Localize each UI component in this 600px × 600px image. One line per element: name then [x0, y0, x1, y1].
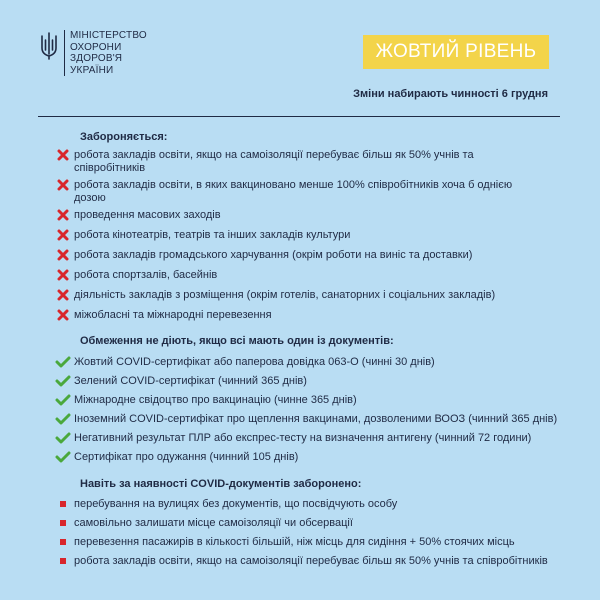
item-text: Зелений COVID-сертифікат (чинний 365 днів) — [74, 375, 307, 387]
list-item — [54, 498, 564, 517]
list-item — [54, 229, 544, 249]
list-item — [54, 179, 544, 209]
prohibited-title: Забороняється: — [80, 131, 168, 143]
list-item — [54, 394, 564, 413]
prohibited-list — [54, 149, 544, 329]
ministry-logo — [40, 30, 147, 76]
red-square-bullet-icon — [54, 555, 72, 564]
item-text: Іноземний COVID-сертифікат про щеплення вакцинами, дозволеними ВООЗ (чинний 365 днів) — [74, 413, 558, 425]
checkmark-icon — [54, 413, 72, 425]
exemptions-title: Обмеження не діють, якщо всі мають один із документів: — [80, 335, 394, 347]
checkmark-icon — [54, 375, 72, 387]
exemptions-list — [54, 356, 564, 470]
item-text: самовільно залишати місце самоізоляції чи обсервації — [74, 517, 353, 529]
item-text: проведення масових заходів — [74, 209, 221, 221]
cross-icon — [54, 249, 72, 261]
cross-icon — [54, 289, 72, 301]
list-item — [54, 356, 564, 375]
item-text: Негативний результат ПЛР або експрес-тесту на визначення антигену (чинний 72 години) — [74, 432, 532, 444]
list-item — [54, 432, 564, 451]
item-text: перебування на вулицях без документів, що посвідчують особу — [74, 498, 398, 510]
item-text: перевезення пасажирів в кількості більшій, ніж місць для сидіння + 50% стоячих місць — [74, 536, 515, 548]
list-item — [54, 249, 544, 269]
list-item — [54, 289, 544, 309]
level-badge: ЖОВТИЙ РІВЕНЬ — [363, 35, 549, 69]
item-text: робота спортзалів, басейнів — [74, 269, 218, 281]
list-item — [54, 309, 544, 329]
list-item — [54, 269, 544, 289]
list-item — [54, 517, 564, 536]
always-prohibited-list — [54, 498, 564, 574]
item-text: міжобласні та міжнародні перевезення — [74, 309, 272, 321]
always-prohibited-title: Навіть за наявності COVID-документів заборонено: — [80, 478, 362, 490]
item-text: робота закладів освіти, якщо на самоізоляції перебуває більш як 50% учнів та співробітників — [74, 555, 548, 567]
item-text: робота закладів освіти, якщо на самоізоляції перебуває більш як 50% учнів та співробітників — [74, 149, 474, 174]
cross-icon — [54, 269, 72, 281]
red-square-bullet-icon — [54, 536, 72, 545]
item-text: Жовтий COVID-сертифікат або паперова довідка 063-О (чинні 30 днів) — [74, 356, 435, 368]
cross-icon — [54, 179, 72, 191]
red-square-bullet-icon — [54, 498, 72, 507]
red-square-bullet-icon — [54, 517, 72, 526]
effective-date: Зміни набирають чинності 6 грудня — [353, 88, 548, 100]
checkmark-icon — [54, 451, 72, 463]
cross-icon — [54, 309, 72, 321]
trident-icon — [40, 32, 58, 60]
checkmark-icon — [54, 394, 72, 406]
list-item — [54, 536, 564, 555]
list-item — [54, 413, 564, 432]
item-text: Міжнародне свідоцтво про вакцинацію (чинне 365 днів) — [74, 394, 357, 406]
ministry-line: МІНІСТЕРСТВО — [70, 30, 147, 41]
list-item — [54, 375, 564, 394]
item-text: Сертифікат про одужання (чинний 105 днів) — [74, 451, 299, 463]
item-text: робота кінотеатрів, театрів та інших закладів культури — [74, 229, 351, 241]
list-item — [54, 149, 544, 179]
ministry-name — [64, 30, 147, 76]
list-item — [54, 451, 564, 470]
ministry-line: ОХОРОНИ — [70, 41, 122, 53]
cross-icon — [54, 209, 72, 221]
checkmark-icon — [54, 432, 72, 444]
divider — [38, 116, 560, 117]
item-text: робота закладів громадського харчування (окрім роботи на виніс та доставки) — [74, 249, 473, 261]
cross-icon — [54, 229, 72, 241]
checkmark-icon — [54, 356, 72, 368]
cross-icon — [54, 149, 72, 161]
item-text: робота закладів освіти, в яких вакциновано менше 100% співробітників хоча б однією дозою — [74, 179, 513, 204]
item-text: діяльність закладів з розміщення (окрім готелів, санаторних і соціальних закладів) — [74, 289, 496, 301]
list-item — [54, 209, 544, 229]
ministry-line: УКРАЇНИ — [70, 64, 114, 76]
ministry-line: ЗДОРОВ'Я — [70, 53, 123, 64]
list-item — [54, 555, 564, 574]
